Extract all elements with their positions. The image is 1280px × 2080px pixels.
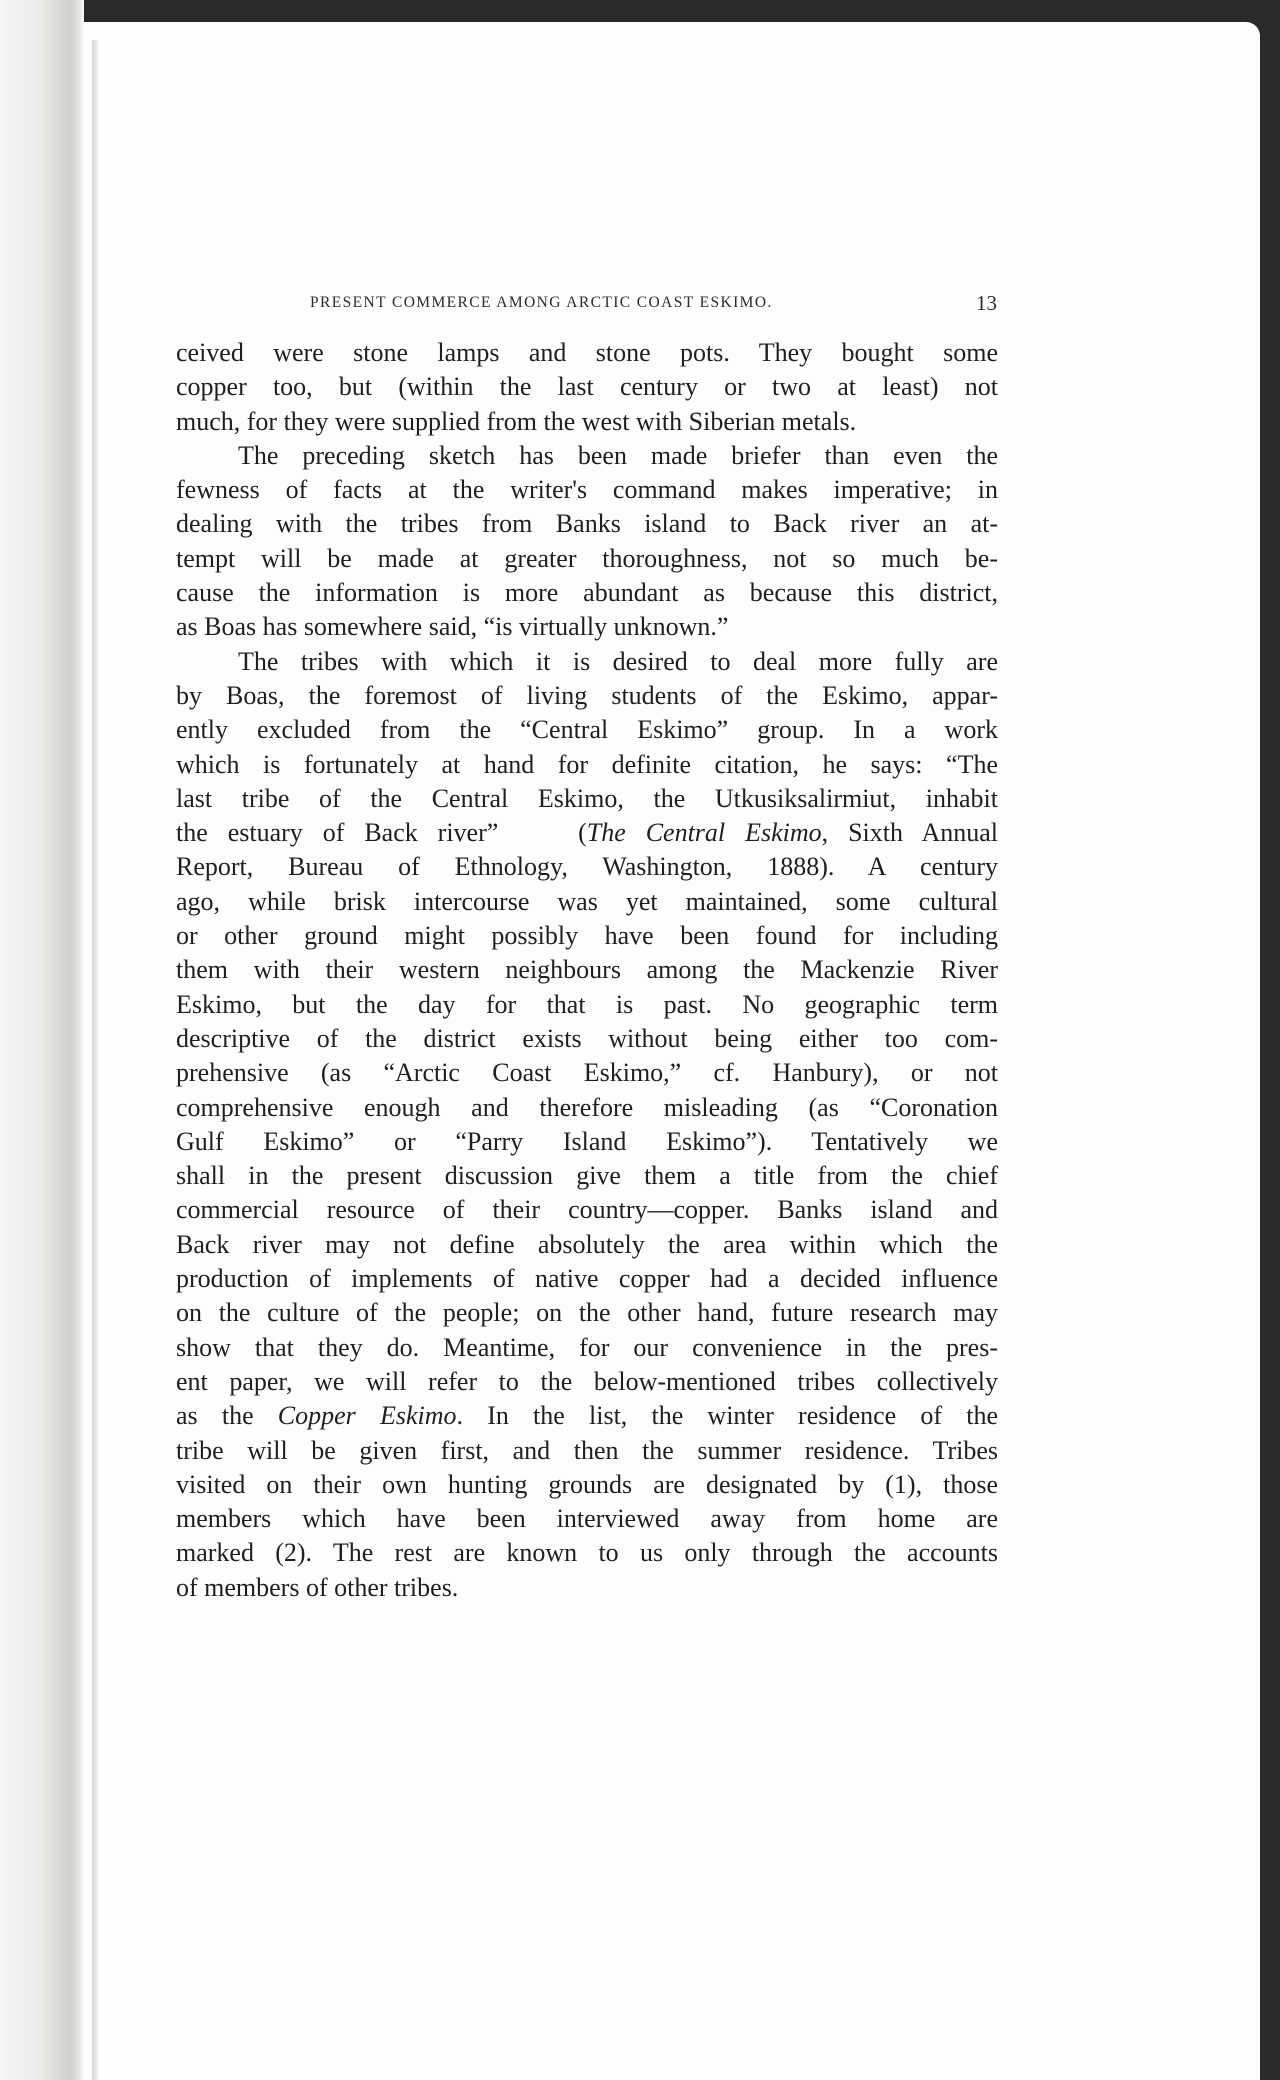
text-line: copper too, but (within the last century or two at least) not [176, 372, 998, 402]
body-text [176, 336, 998, 1605]
text-line-with-citation [176, 816, 998, 850]
page-number: 13 [976, 291, 997, 315]
text-line: which is fortunately at hand for definite citation, he says: “The [176, 749, 998, 779]
text-line: by Boas, the foremost of living students of the Eskimo, appar- [176, 680, 998, 710]
text-line: show that they do. Meantime, for our convenience in the pres- [176, 1332, 998, 1362]
text-line: ent paper, we will refer to the below-mentioned tribes collectively [176, 1366, 998, 1396]
text-line: as Boas has somewhere said, “is virtually unknown.” [176, 612, 729, 642]
text-line: cause the information is more abundant as because this district, [176, 578, 998, 608]
text-line: shall in the present discussion give them a title from the chief [176, 1161, 998, 1191]
text-line: The tribes with which it is desired to deal more fully are [238, 646, 998, 676]
text-line: them with their western neighbours among the Mackenzie River [176, 955, 998, 985]
text-line: prehensive (as “Arctic Coast Eskimo,” cf. Hanbury), or not [176, 1058, 998, 1088]
text-line: The preceding sketch has been made briefer than even the [238, 440, 998, 470]
text-line: members which have been interviewed away from home are [176, 1504, 998, 1534]
text-line: commercial resource of their country—copper. Banks island and [176, 1195, 998, 1225]
text-segment: . In the list, the winter residence of the [456, 1401, 998, 1431]
book-gutter-edge [0, 0, 84, 2080]
text-line: production of implements of native copper had a decided influence [176, 1264, 998, 1294]
citation-title: The Central Eskimo [586, 818, 822, 848]
text-line: Eskimo, but the day for that is past. No geographic term [176, 989, 998, 1019]
text-line: visited on their own hunting grounds are designated by (1), those [176, 1469, 998, 1499]
text-line-with-term [176, 1399, 998, 1433]
text-line: tribe will be given first, and then the summer residence. Tribes [176, 1435, 998, 1465]
text-line: of members of other tribes. [176, 1572, 459, 1602]
text-line: ently excluded from the “Central Eskimo” group. In a work [176, 715, 998, 745]
text-line: dealing with the tribes from Banks island to Back river an at- [176, 509, 998, 539]
term-copper-eskimo: Copper Eskimo [277, 1401, 457, 1431]
text-line: fewness of facts at the writer's command makes imperative; in [176, 475, 998, 505]
gutter-shadow [92, 40, 98, 2080]
running-head: PRESENT COMMERCE AMONG ARCTIC COAST ESKIMO. [310, 294, 773, 311]
text-line: tempt will be made at greater thoroughness, not so much be- [176, 543, 998, 573]
text-line: last tribe of the Central Eskimo, the Utkusiksalirmiut, inhabit [176, 783, 998, 813]
text-segment: , Sixth Annual [821, 818, 999, 848]
text-segment: the estuary of Back river” [176, 818, 499, 848]
text-segment: as the [176, 1401, 254, 1431]
text-line: ceived were stone lamps and stone pots. They bought some [176, 338, 998, 367]
text-line: Back river may not define absolutely the area within which the [176, 1229, 998, 1259]
text-line: much, for they were supplied from the west with Siberian metals. [176, 406, 857, 436]
text-line: or other ground might possibly have been found for including [176, 921, 998, 951]
text-line: marked (2). The rest are known to us only through the accounts [176, 1538, 998, 1568]
text-line: comprehensive enough and therefore misleading (as “Coronation [176, 1092, 998, 1122]
text-line: ago, while brisk intercourse was yet maintained, some cultural [176, 886, 998, 916]
text-line: descriptive of the district exists without being either too com- [176, 1023, 998, 1053]
text-line: Gulf Eskimo” or “Parry Island Eskimo”). Tentatively we [176, 1126, 998, 1156]
text-line: Report, Bureau of Ethnology, Washington, 1888). A century [176, 852, 998, 882]
text-segment: ( [578, 818, 587, 848]
text-line: on the culture of the people; on the other hand, future research may [176, 1298, 998, 1328]
